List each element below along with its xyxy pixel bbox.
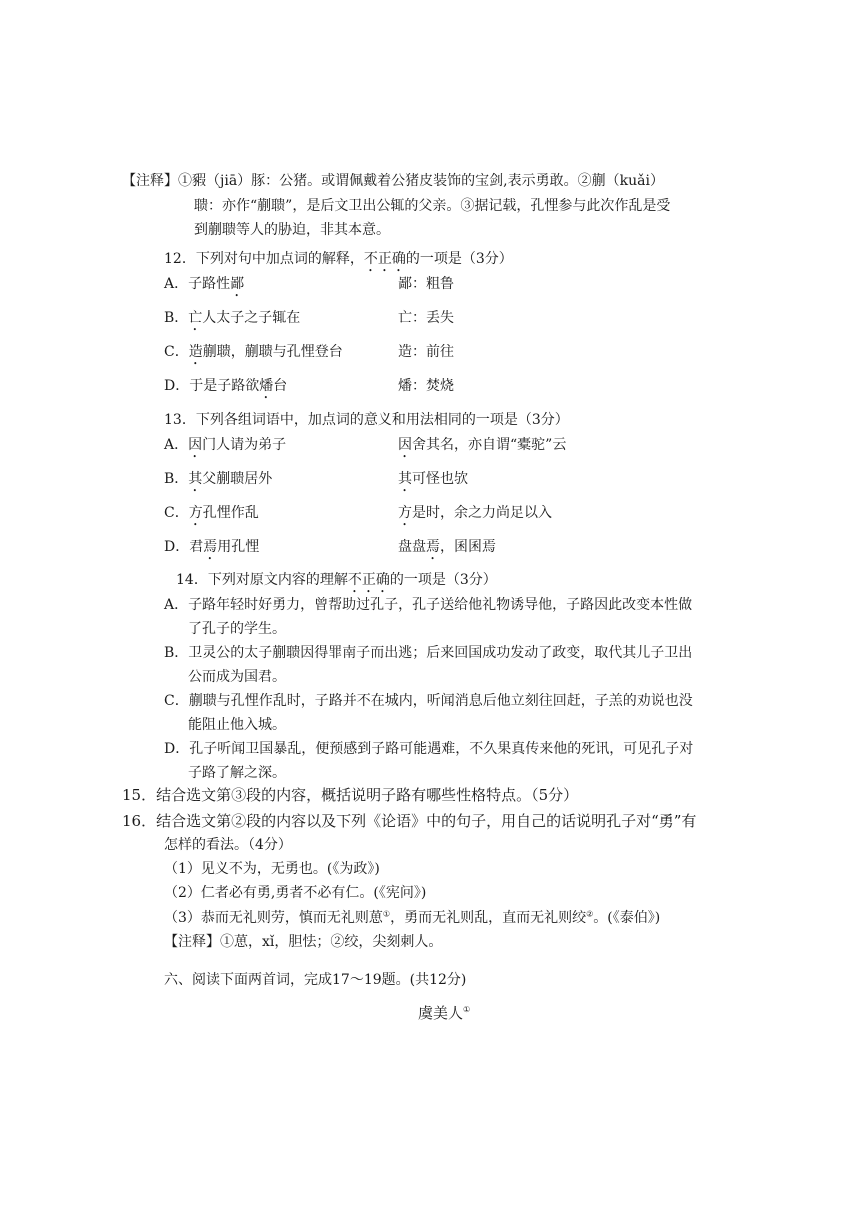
sentence-text: ，勇而无礼则乱，直而无礼则绞 <box>390 910 587 926</box>
option-text: D．君 <box>164 539 204 555</box>
dotted-word: 亡 <box>188 310 203 326</box>
dotted-word: 方 <box>398 505 412 521</box>
dotted-word: 因 <box>188 437 203 453</box>
q16-sentence-3 <box>164 909 660 927</box>
dotted-word: 焉 <box>426 539 440 555</box>
notes-line-1 <box>122 172 664 190</box>
option-text: 人太子之子辄在 <box>202 310 301 326</box>
q16-line-1: 16．结合选文第②段的内容以及下列《论语》中的句子，用自己的话说明孔子对“勇”有 <box>122 812 697 830</box>
q13-option-c <box>164 504 259 529</box>
q14-score: 的一项是（3分） <box>389 572 497 588</box>
q13-option-b-right <box>398 470 468 495</box>
option-text: 门人请为弟子 <box>202 437 287 453</box>
q14-option-d-line1: D．孔子听闻卫国暴乱，便预感到子路可能遇难，不久果真传来他的死讯，可见孔子对 <box>164 741 694 757</box>
q14-option-b-line2: 公而成为国君。 <box>188 669 286 685</box>
dotted-word: 其 <box>398 471 412 487</box>
q15-question: 15．结合选文第③段的内容，概括说明子路有哪些性格特点。（5分） <box>122 786 579 804</box>
dotted-word: 因 <box>398 437 412 453</box>
footnote-mark: ① <box>382 909 391 919</box>
dotted-word: 燔 <box>259 378 274 394</box>
q14-option-a-line2: 了孔子的学生。 <box>188 621 286 637</box>
section-6-heading: 六、阅读下面两首词，完成17～19题。(共12分) <box>164 972 467 988</box>
q13-option-c-right <box>398 504 552 529</box>
q12-option-c-explanation: 造：前往 <box>398 344 454 360</box>
dotted-word: 方 <box>188 505 203 521</box>
q12-option-d-explanation: 燔：焚烧 <box>398 378 454 394</box>
q16-sentence-1: （1）见义不为，无勇也。(《为政》) <box>164 861 380 877</box>
option-text: A．子路性 <box>164 276 231 292</box>
footnote-mark: ① <box>463 1005 471 1014</box>
q12-option-a-explanation: 鄙：粗鲁 <box>398 276 454 292</box>
option-text: C． <box>164 344 189 360</box>
q14-option-d-line2: 子路了解之深。 <box>188 765 286 781</box>
option-text: 父蒯聩居外 <box>202 471 273 487</box>
option-text: 台 <box>273 378 288 394</box>
dotted-word: 焉 <box>203 539 218 555</box>
q16-note: 【注释】①葸，xǐ，胆怯；②绞，尖刻刺人。 <box>164 934 443 950</box>
option-text: 可怪也欤 <box>412 471 468 487</box>
option-text: B． <box>164 310 189 326</box>
q13-option-d <box>164 538 259 563</box>
notes-text-1: ①豭（jiā）豚：公猪。或谓佩戴着公猪皮装饰的宝剑,表示勇敢。②蒯（kuǎi） <box>178 173 664 189</box>
q14-emphasis: 不正确 <box>347 572 390 588</box>
q12-option-d <box>164 377 287 402</box>
q12-score: 的一项是（3分） <box>405 251 513 267</box>
option-text: 盘盘 <box>398 539 426 555</box>
q12-stem <box>164 250 513 275</box>
poem-title-text: 虞美人 <box>418 1004 464 1022</box>
option-text: D．于是子路欲 <box>164 378 260 394</box>
option-text: 是时，余之力尚足以入 <box>412 505 552 521</box>
q12-option-a <box>164 275 244 300</box>
notes-line-2: 聩：亦作“蒯聩”，是后文卫出公辄的父亲。③据记载，孔悝参与此次作乱是受 <box>194 198 671 214</box>
option-text: 蒯聩，蒯聩与孔悝登台 <box>202 344 343 360</box>
q13-option-b <box>164 470 272 495</box>
q14-stem-text: 14．下列对原文内容的理解 <box>176 572 348 588</box>
notes-line-3: 到蒯聩等人的胁迫，非其本意。 <box>194 222 390 238</box>
q14-option-b-line1: B．卫灵公的太子蒯聩因得罪南子而出逃；后来回国成功发动了政变，取代其儿子卫出 <box>164 645 693 661</box>
q16-line-2: 怎样的看法。（4分） <box>164 837 292 853</box>
q12-stem-text: 12．下列对句中加点词的解释， <box>164 251 364 267</box>
q14-option-c-line2: 能阻止他入城。 <box>188 717 286 733</box>
q14-option-c-line1: C．蒯聩与孔悝作乱时，子路并不在城内，听闻消息后他立刻往回赶，子羔的劝说也没 <box>164 693 693 709</box>
sentence-text: （3）恭而无礼则劳，慎而无礼则葸 <box>164 910 383 926</box>
poem-title <box>418 1004 470 1022</box>
option-text: 孔悝作乱 <box>202 505 259 521</box>
q14-option-a-line1: A．子路年轻时好勇力，曾帮助过孔子，孔子送给他礼物诱导他，子路因此改变本性做 <box>164 597 693 613</box>
option-text: C． <box>164 505 189 521</box>
q12-option-b-explanation: 亡：丢失 <box>398 310 454 326</box>
option-text: 舍其名，亦自谓“橐驼”云 <box>412 437 567 453</box>
footnote-mark: ② <box>586 909 594 919</box>
q12-option-b <box>164 309 300 334</box>
notes-label: 【注释】 <box>122 173 178 189</box>
option-text: 用孔悝 <box>217 539 260 555</box>
sentence-text: 。(《泰伯》) <box>593 910 661 926</box>
q13-option-d-right <box>398 538 496 563</box>
q12-option-c <box>164 343 343 368</box>
q14-stem <box>176 571 497 596</box>
q13-stem: 13．下列各组词语中，加点词的意义和用法相同的一项是（3分） <box>164 412 569 428</box>
option-text: ，囷囷焉 <box>440 539 496 555</box>
dotted-word: 造 <box>188 344 203 360</box>
dotted-word: 鄙 <box>230 276 245 292</box>
q13-option-a <box>164 436 286 461</box>
q12-emphasis: 不正确 <box>363 251 406 267</box>
option-text: A． <box>164 437 189 453</box>
q16-sentence-2: （2）仁者必有勇,勇者不必有仁。(《宪问》) <box>164 885 427 901</box>
option-text: B． <box>164 471 189 487</box>
dotted-word: 其 <box>188 471 203 487</box>
q13-option-a-right <box>398 436 566 461</box>
